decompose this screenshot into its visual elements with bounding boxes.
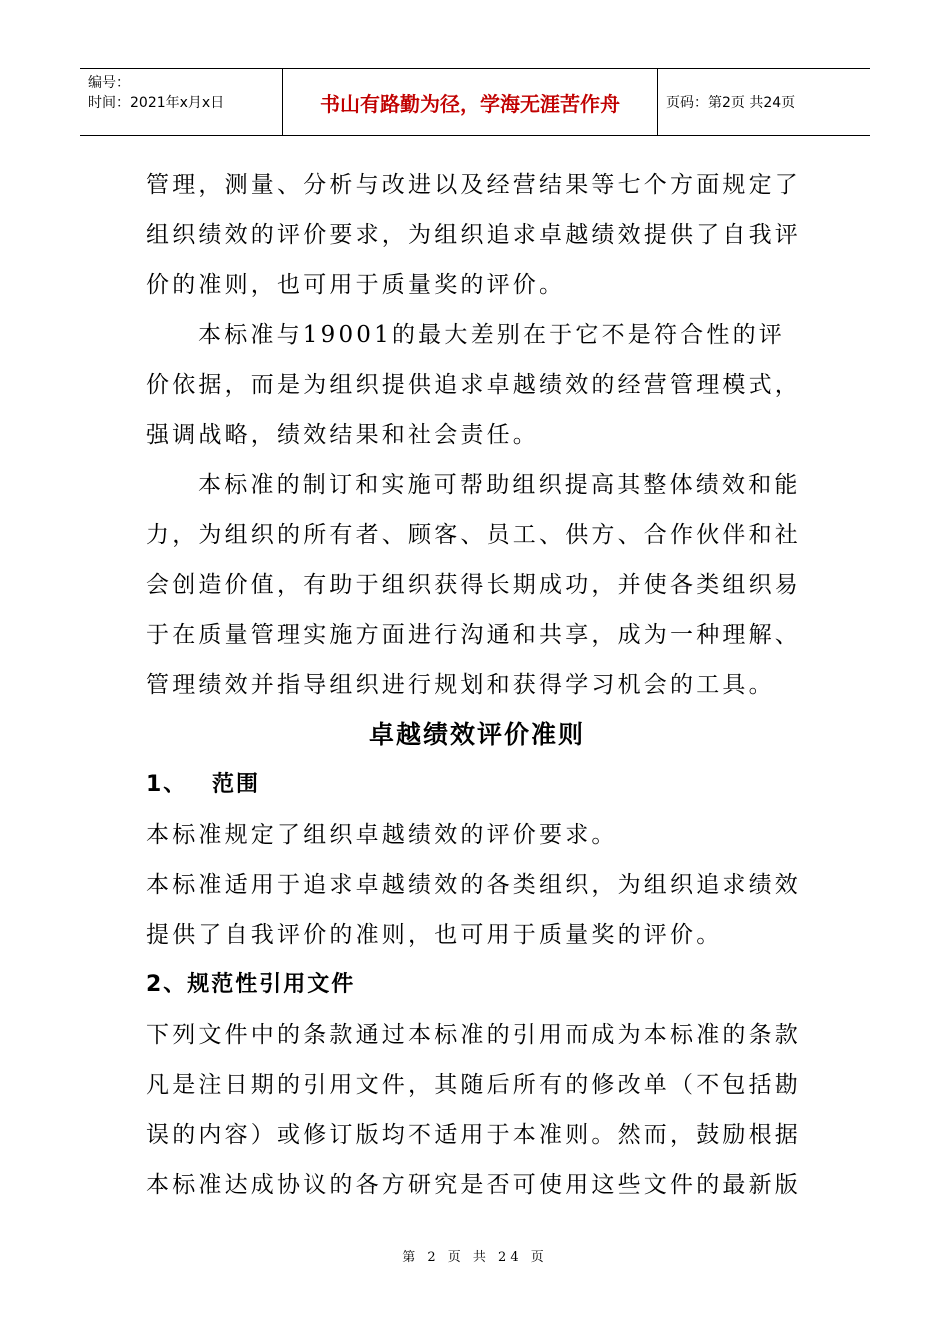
date-label: 时间：2021年x月x日 bbox=[88, 95, 225, 111]
paragraph-1: 管理，测量、分析与改进以及经营结果等七个方面规定了组织绩效的评价要求，为组织追求卓越绩效提供了自我评价的准则，也可用于质量奖的评价。 bbox=[146, 172, 801, 298]
section-1-line-2: 本标准适用于追求卓越绩效的各类组织，为组织追求绩效提供了自我评价的准则，也可用于质量奖的评价。 bbox=[146, 872, 801, 948]
number-label: 编号： bbox=[88, 75, 130, 91]
document-title: 卓越绩效评价准则 bbox=[368, 720, 585, 749]
section-1-title: 范围 bbox=[212, 772, 261, 797]
paragraph-3: 本标准的制订和实施可帮助组织提高其整体绩效和能力，为组织的所有者、顾客、员工、供方、合作伙伴和社会创造价值，有助于组织获得长期成功，并使各类组织易于在质量管理实施方面进行沟通和共享，成为一种理解、管理绩效并指导组织进行规划和获得学习机会的工具。 bbox=[146, 472, 801, 698]
header-meta-cell bbox=[80, 69, 283, 135]
section-2-text: 下列文件中的条款通过本标准的引用而成为本标准的条款凡是注日期的引用文件，其随后所有的修改单（不包括勘误的内容）或修订版均不适用于本准则。然而，鼓励根据本标准达成协议的各方研究是否可使用这些文件的最新版 bbox=[146, 1022, 801, 1198]
page-footer: 第 2 页 共 24 页 bbox=[402, 1250, 548, 1265]
header-table bbox=[80, 68, 870, 136]
section-1-line-1: 本标准规定了组织卓越绩效的评价要求。 bbox=[146, 822, 618, 848]
section-1-number: 1、 bbox=[146, 772, 188, 797]
motto-text: 书山有路勤为径，学海无涯苦作舟 bbox=[320, 91, 620, 116]
header-page-cell bbox=[658, 69, 870, 135]
section-2-heading: 2、规范性引用文件 bbox=[146, 972, 356, 997]
page-info: 页码：第2页 共24页 bbox=[666, 95, 796, 111]
paragraph-2: 本标准与19001的最大差别在于它不是符合性的评价依据，而是为组织提供追求卓越绩效的经营管理模式，强调战略，绩效结果和社会责任。 bbox=[146, 322, 801, 448]
document-body bbox=[146, 160, 808, 1210]
header-motto-cell bbox=[283, 69, 658, 135]
section-1-heading bbox=[146, 760, 808, 810]
